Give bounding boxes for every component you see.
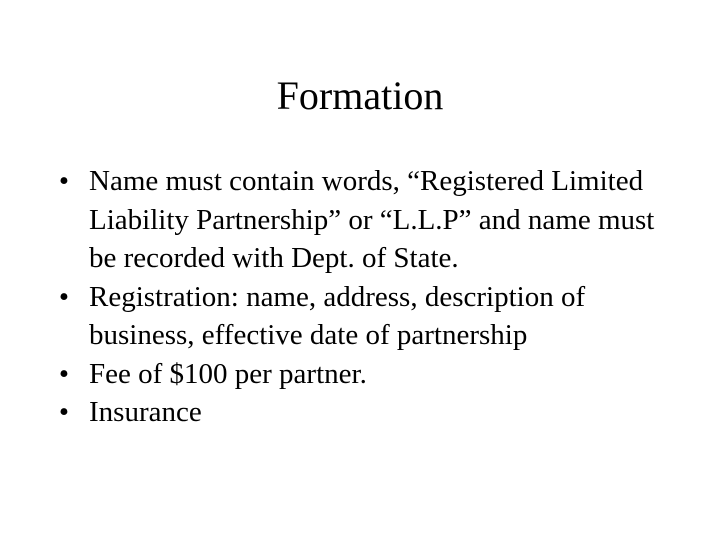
bullet-item-insurance	[54, 393, 674, 432]
bullet-icon: •	[58, 357, 70, 390]
bullet-item-name-requirement	[54, 162, 674, 278]
bullet-text: Insurance	[89, 396, 202, 428]
bullet-icon: •	[58, 280, 70, 313]
bullet-icon: •	[58, 396, 70, 428]
slide-title: Formation	[276, 73, 444, 118]
bullet-text: Name must contain words, “Registered Limited Liability Partnership” or “L.L.P” and name must be recorded with Dept. of State.	[89, 165, 655, 274]
bullet-text: Registration: name, address, description of business, effective date of partnership	[89, 280, 586, 351]
bullet-item-registration	[54, 278, 674, 355]
bullet-icon: •	[58, 165, 70, 197]
bullet-text: Fee of $100 per partner.	[89, 357, 367, 390]
bullet-item-fee	[54, 355, 674, 394]
bullet-list	[54, 162, 674, 432]
